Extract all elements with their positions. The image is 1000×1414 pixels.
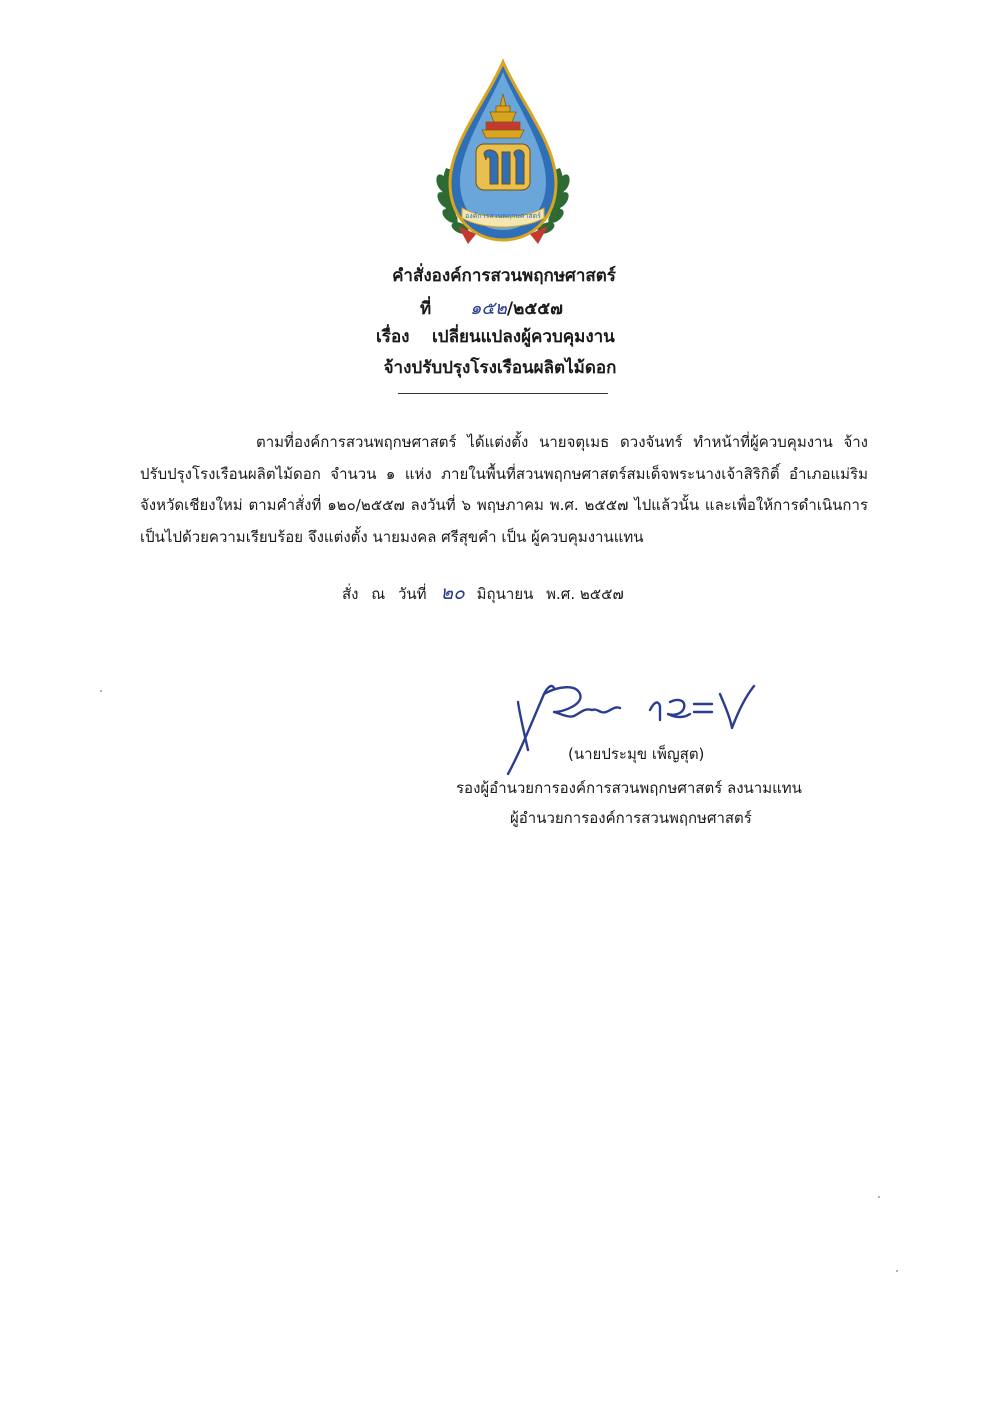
order-date-month: มิถุนายน <box>476 585 534 603</box>
scan-speck <box>100 690 102 692</box>
royal-water-drop-emblem-icon <box>428 58 578 258</box>
order-number-label: ที่ <box>420 299 432 319</box>
order-date-prefix: สั่ง <box>342 585 359 603</box>
order-body-paragraph: ตามที่องค์การสวนพฤกษศาสตร์ ได้แต่งตั้ง นายจตุเมธ ดวงจันทร์ ทำหน้าที่ผู้ควบคุมงาน จ้างปรับปรุงโรงเรือนผลิตไม้ดอก จำนวน ๑ แห่ง ภายในพื้นที่สวนพฤกษศาสตร์สมเด็จพระนางเจ้าสิริกิติ์ อำเภอแม่ริม จังหวัดเชียงใหม่ ตามคำสั่งที่ ๑๒๐/๒๕๕๗ ลงวันที่ ๖ พฤษภาคม พ.ศ. ๒๕๕๗ ไปแล้วนั้น และเพื่อให้การดำเนินการเป็นไปด้วยความเรียบร้อย จึงแต่งตั้ง นายมงคล ศรีสุขคำ เป็น ผู้ควบคุมงานแทน <box>140 433 868 546</box>
order-date-day-handwritten: ๒๐ <box>440 582 465 604</box>
order-number-handwritten: ๑๕๒ <box>470 298 507 319</box>
order-subject-label: เรื่อง <box>376 327 410 347</box>
emblem-ribbon-text: องค์การสวนพฤกษศาสตร์ <box>465 212 541 220</box>
signatory-name: (นายประมุข เพ็ญสุต) <box>568 745 705 763</box>
order-date-year: พ.ศ. ๒๕๕๗ <box>546 585 624 603</box>
scan-speck <box>896 1270 898 1272</box>
order-date-day-label: วันที่ <box>397 585 427 603</box>
signatory-position-line2: ผู้อำนวยการองค์การสวนพฤกษศาสตร์ <box>510 809 752 827</box>
order-title: คำสั่งองค์การสวนพฤกษศาสตร์ <box>392 266 616 286</box>
order-body <box>140 427 868 553</box>
order-number-suffix: /๒๕๕๗ <box>506 299 563 319</box>
order-subject <box>376 323 676 350</box>
order-subject-line1: เปลี่ยนแปลงผู้ควบคุมงาน <box>432 327 615 347</box>
order-date <box>342 578 632 608</box>
order-date-at: ณ <box>371 585 386 603</box>
scan-speck <box>878 1196 880 1198</box>
order-number <box>420 293 620 322</box>
heading-divider <box>398 393 608 394</box>
signatory-position-line1: รองผู้อำนวยการองค์การสวนพฤกษศาสตร์ ลงนามแทน <box>456 779 802 797</box>
order-subject-line2: จ้างปรับปรุงโรงเรือนผลิตไม้ดอก <box>383 358 617 378</box>
